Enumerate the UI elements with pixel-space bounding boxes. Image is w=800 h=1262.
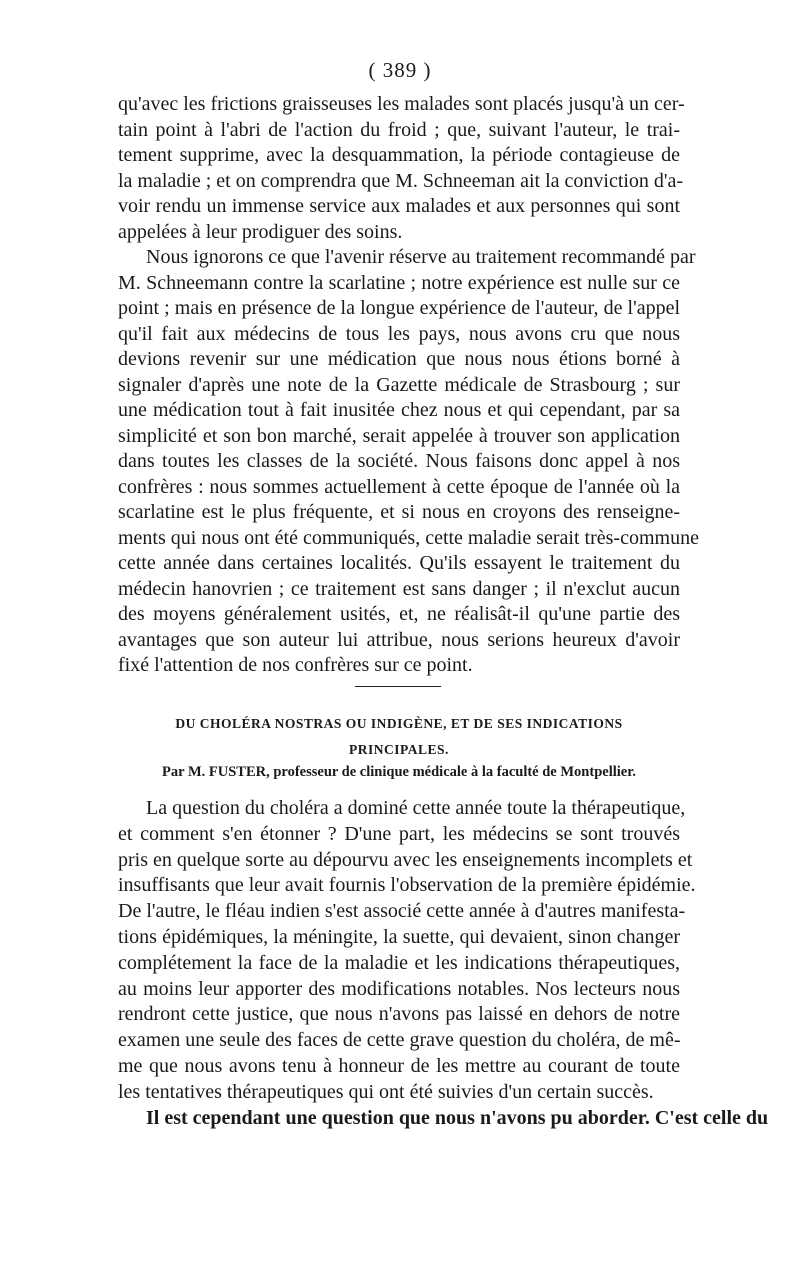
- text-line: au moins leur apporter des modifications notables. Nos lecteurs nous: [118, 977, 680, 1000]
- article-author: Par M. FUSTER, professeur de clinique médicale à la faculté de Montpellier.: [162, 764, 636, 780]
- text-line: la maladie ; et on comprendra que M. Schneeman ait la conviction d'a-: [118, 169, 684, 192]
- text-line: examen une seule des faces de cette grave question du choléra, de mê-: [118, 1029, 681, 1052]
- text-line: tain point à l'abri de l'action du froid ; que, suivant l'auteur, le trai-: [118, 118, 680, 141]
- text-line: point ; mais en présence de la longue expérience de l'auteur, de l'appel: [118, 297, 680, 319]
- text-line: signaler d'après une note de la Gazette médicale de Strasbourg ; sur: [118, 373, 680, 396]
- text-line: dans toutes les classes de la société. Nous faisons donc appel à nos: [118, 450, 680, 472]
- article-title: [118, 711, 680, 763]
- text-line: qu'avec les frictions graisseuses les malades sont placés jusqu'à un cer-: [118, 93, 685, 115]
- text-line: avantages que son auteur lui attribue, nous serions heureux d'avoir: [118, 628, 680, 651]
- text-line: insuffisants que leur avait fournis l'observation de la première épidémie.: [118, 874, 696, 897]
- article-title-line: PRINCIPALES.: [349, 742, 449, 757]
- text-line: voir rendu un immense service aux malades et aux personnes qui sont: [118, 195, 680, 217]
- text-line: me que nous avons tenu à honneur de les mettre au courant de toute: [118, 1054, 680, 1077]
- text-line: cette année dans certaines localités. Qu'ils essayent le traitement du: [118, 552, 680, 574]
- text-line: simplicité et son bon marché, serait appelée à trouver son application: [118, 424, 680, 447]
- text-line: appelées à leur prodiguer des soins.: [118, 220, 403, 243]
- article-title-line: DU CHOLÉRA NOSTRAS OU INDIGÈNE, ET DE SES INDICATIONS: [175, 716, 623, 731]
- text-line: qu'il fait aux médecins de tous les pays, nous avons cru que nous: [118, 322, 680, 345]
- text-line: fixé l'attention de nos confrères sur ce point.: [118, 654, 473, 676]
- text-line: confrères : nous sommes actuellement à cette époque de l'année où la: [118, 475, 680, 498]
- text-line: une médication tout à fait inusitée chez nous et qui cependant, par sa: [118, 399, 680, 421]
- text-line: et comment s'en étonner ? D'une part, les médecins se sont trouvés: [118, 822, 680, 845]
- text-line: De l'autre, le fléau indien s'est associé cette année à d'autres manifesta-: [118, 900, 686, 923]
- text-line: M. Schneemann contre la scarlatine ; notre expérience est nulle sur ce: [118, 271, 680, 294]
- text-line: pris en quelque sorte au dépourvu avec les enseignements incomplets et: [118, 848, 693, 871]
- article-body: [118, 796, 769, 1131]
- text-line: Il est cependant une question que nous n'avons pu aborder. C'est celle du: [146, 1106, 769, 1129]
- text-line: les tentatives thérapeutiques qui ont été suivies d'un certain succès.: [118, 1080, 654, 1103]
- page-number: ( 389 ): [368, 58, 432, 82]
- text-line: tement supprime, avec la desquammation, la période contagieuse de: [118, 144, 680, 166]
- text-line: scarlatine est le plus fréquente, et si nous en croyons des renseigne-: [118, 501, 680, 523]
- text-line: complétement la face de la maladie et les indications thérapeutiques,: [118, 951, 680, 974]
- text-line: tions épidémiques, la méningite, la suette, qui devaient, sinon changer: [118, 925, 680, 948]
- text-line: devions revenir sur une médication que nous nous étions borné à: [118, 348, 680, 370]
- section-divider: [355, 686, 441, 687]
- text-line: ments qui nous ont été communiqués, cette maladie serait très-commune: [118, 526, 699, 549]
- text-line: Nous ignorons ce que l'avenir réserve au traitement recommandé par: [146, 246, 696, 268]
- article-continuation: [118, 92, 699, 679]
- text-line: rendront cette justice, que nous n'avons pas laissé en dehors de notre: [118, 1003, 680, 1026]
- text-line: des moyens généralement usités, et, ne réalisât-il qu'une partie des: [118, 603, 680, 625]
- text-line: La question du choléra a dominé cette année toute la thérapeutique,: [146, 797, 686, 819]
- text-line: médecin hanovrien ; ce traitement est sans danger ; il n'exclut aucun: [118, 577, 680, 600]
